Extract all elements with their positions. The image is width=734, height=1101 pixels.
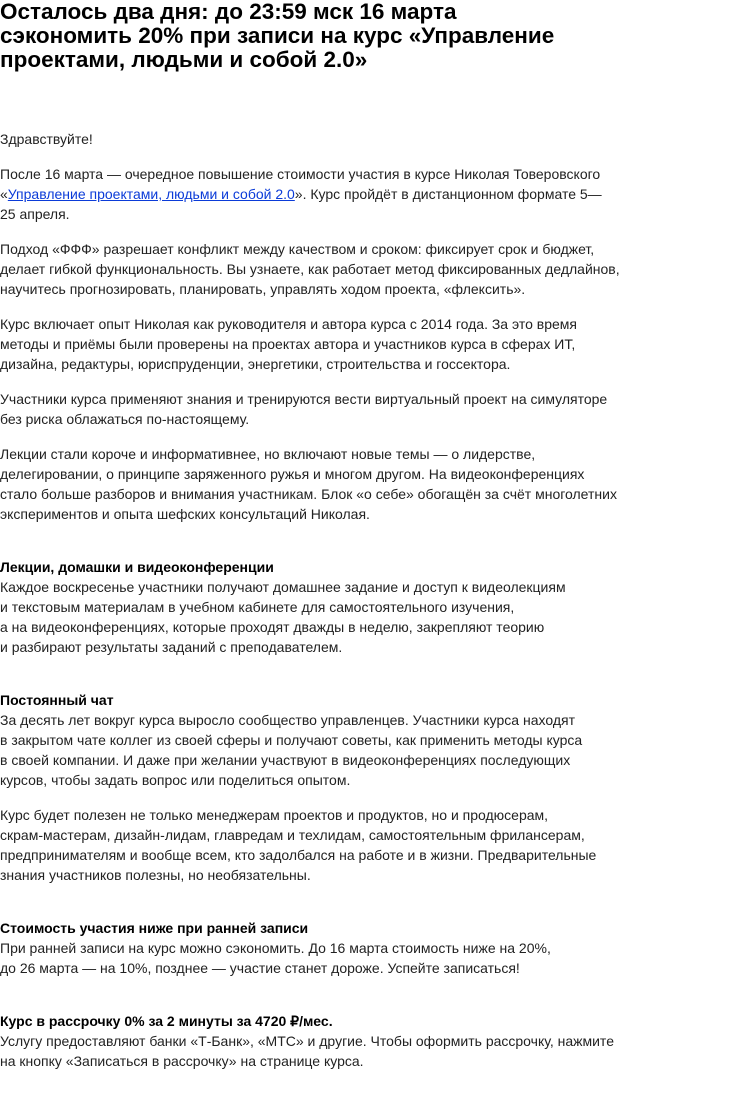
- section-line: до 26 марта — на 10%, позднее — участие станет дороже. Успейте записаться!: [0, 960, 520, 976]
- email-body: [0, 129, 640, 1071]
- section-installments: [0, 1011, 640, 1071]
- approach-line: Подход «ФФФ» разрешает конфликт между качеством и сроком: фиксирует срок и бюджет,: [0, 241, 595, 257]
- section-heading: Постоянный чат: [0, 692, 114, 708]
- intro-paragraph: [0, 164, 640, 224]
- approach-paragraph: [0, 239, 640, 299]
- audience-paragraph: [0, 805, 640, 885]
- experience-line: методы и приёмы были проверены на проектах автора и участников курса в сферах ИТ,: [0, 336, 576, 352]
- simulator-line: Участники курса применяют знания и тренируются вести виртуальный проект на симуляторе: [0, 391, 608, 407]
- audience-line: предпринимателям и вообще всем, кто задолбался на работе и в жизни. Предварительные: [0, 847, 597, 863]
- lectures-intro-line: стало больше разборов и внимания участникам. Блок «о себе» обогащён за счёт многолетних: [0, 486, 617, 502]
- intro-quote-open: «: [0, 186, 8, 202]
- experience-line: дизайна, редактуры, юриспруденции, энергетики, строительства и госсектора.: [0, 356, 511, 372]
- approach-line: делает гибкой функциональность. Вы узнаете, как работает метод фиксированных дедлайнов,: [0, 261, 620, 277]
- audience-line: скрам-мастерам, дизайн-лидам, главредам и техлидам, самостоятельным фрилансерам,: [0, 827, 585, 843]
- email-title: [0, 0, 625, 72]
- section-lectures: [0, 557, 640, 657]
- intro-line: После 16 марта — очередное повышение стоимости участия в курсе Николая Товеровского: [0, 166, 601, 182]
- lectures-intro-line: Лекции стали короче и информативнее, но включают новые темы — о лидерстве,: [0, 446, 536, 462]
- section-line: в закрытом чате коллег из своей сферы и получают советы, как применить методы курса: [0, 732, 583, 748]
- approach-line: научитесь прогнозировать, планировать, управлять ходом проекта, «флексить».: [0, 281, 526, 297]
- section-heading: Курс в рассрочку 0% за 2 минуты за 4720 ₽/мес.: [0, 1013, 333, 1029]
- simulator-paragraph: [0, 389, 640, 429]
- audience-line: знания участников полезны, но необязательны.: [0, 867, 311, 883]
- title-line: Осталось два дня: до 23:59 мск 16 марта: [0, 0, 457, 24]
- course-link[interactable]: Управление проектами, людьми и собой 2.0: [7, 186, 295, 202]
- section-line: Услугу предоставляют банки «Т-Банк», «МТС» и другие. Чтобы оформить рассрочку, нажмите: [0, 1033, 614, 1049]
- section-line: а на видеоконференциях, которые проходят дважды в неделю, закрепляют теорию: [0, 619, 545, 635]
- simulator-line: без риска облажаться по-настоящему.: [0, 411, 250, 427]
- lectures-intro-line: делегировании, о принципе заряженного ружья и многом другом. На видеоконференциях: [0, 466, 585, 482]
- lectures-intro-paragraph: [0, 444, 640, 524]
- lectures-intro-line: экспериментов и опыта шефских консультаций Николая.: [0, 506, 370, 522]
- section-pricing: [0, 918, 640, 978]
- intro-line: 25 апреля.: [0, 206, 70, 222]
- audience-line: Курс будет полезен не только менеджерам проектов и продуктов, но и продюсерам,: [0, 807, 549, 823]
- title-line: проектами, людьми и собой 2.0»: [0, 47, 368, 72]
- section-chat: [0, 690, 640, 790]
- experience-line: Курс включает опыт Николая как руководителя и автора курса с 2014 года. За это время: [0, 316, 577, 332]
- section-line: и текстовым материалам в учебном кабинете для самостоятельного изучения,: [0, 599, 515, 615]
- intro-line-tail: ». Курс пройдёт в дистанционном формате 5—: [294, 186, 602, 202]
- section-line: и разбирают результаты заданий с преподавателем.: [0, 639, 343, 655]
- section-line: Каждое воскресенье участники получают домашнее задание и доступ к видеолекциям: [0, 579, 566, 595]
- intro-line: [0, 184, 640, 204]
- greeting: Здравствуйте!: [0, 131, 93, 147]
- title-line: сэкономить 20% при записи на курс «Управление: [0, 23, 555, 48]
- section-line: в своей компании. И даже при желании участвуют в видеоконференциях последующих: [0, 752, 571, 768]
- section-line: За десять лет вокруг курса выросло сообщество управленцев. Участники курса находят: [0, 712, 575, 728]
- experience-paragraph: [0, 314, 640, 374]
- section-line: При ранней записи на курс можно сэкономить. До 16 марта стоимость ниже на 20%,: [0, 940, 551, 956]
- section-heading: Лекции, домашки и видеоконференции: [0, 559, 274, 575]
- section-heading: Стоимость участия ниже при ранней записи: [0, 920, 309, 936]
- section-line: на кнопку «Записаться в рассрочку» на странице курса.: [0, 1053, 364, 1069]
- section-line: курсов, чтобы задать вопрос или поделиться опытом.: [0, 772, 351, 788]
